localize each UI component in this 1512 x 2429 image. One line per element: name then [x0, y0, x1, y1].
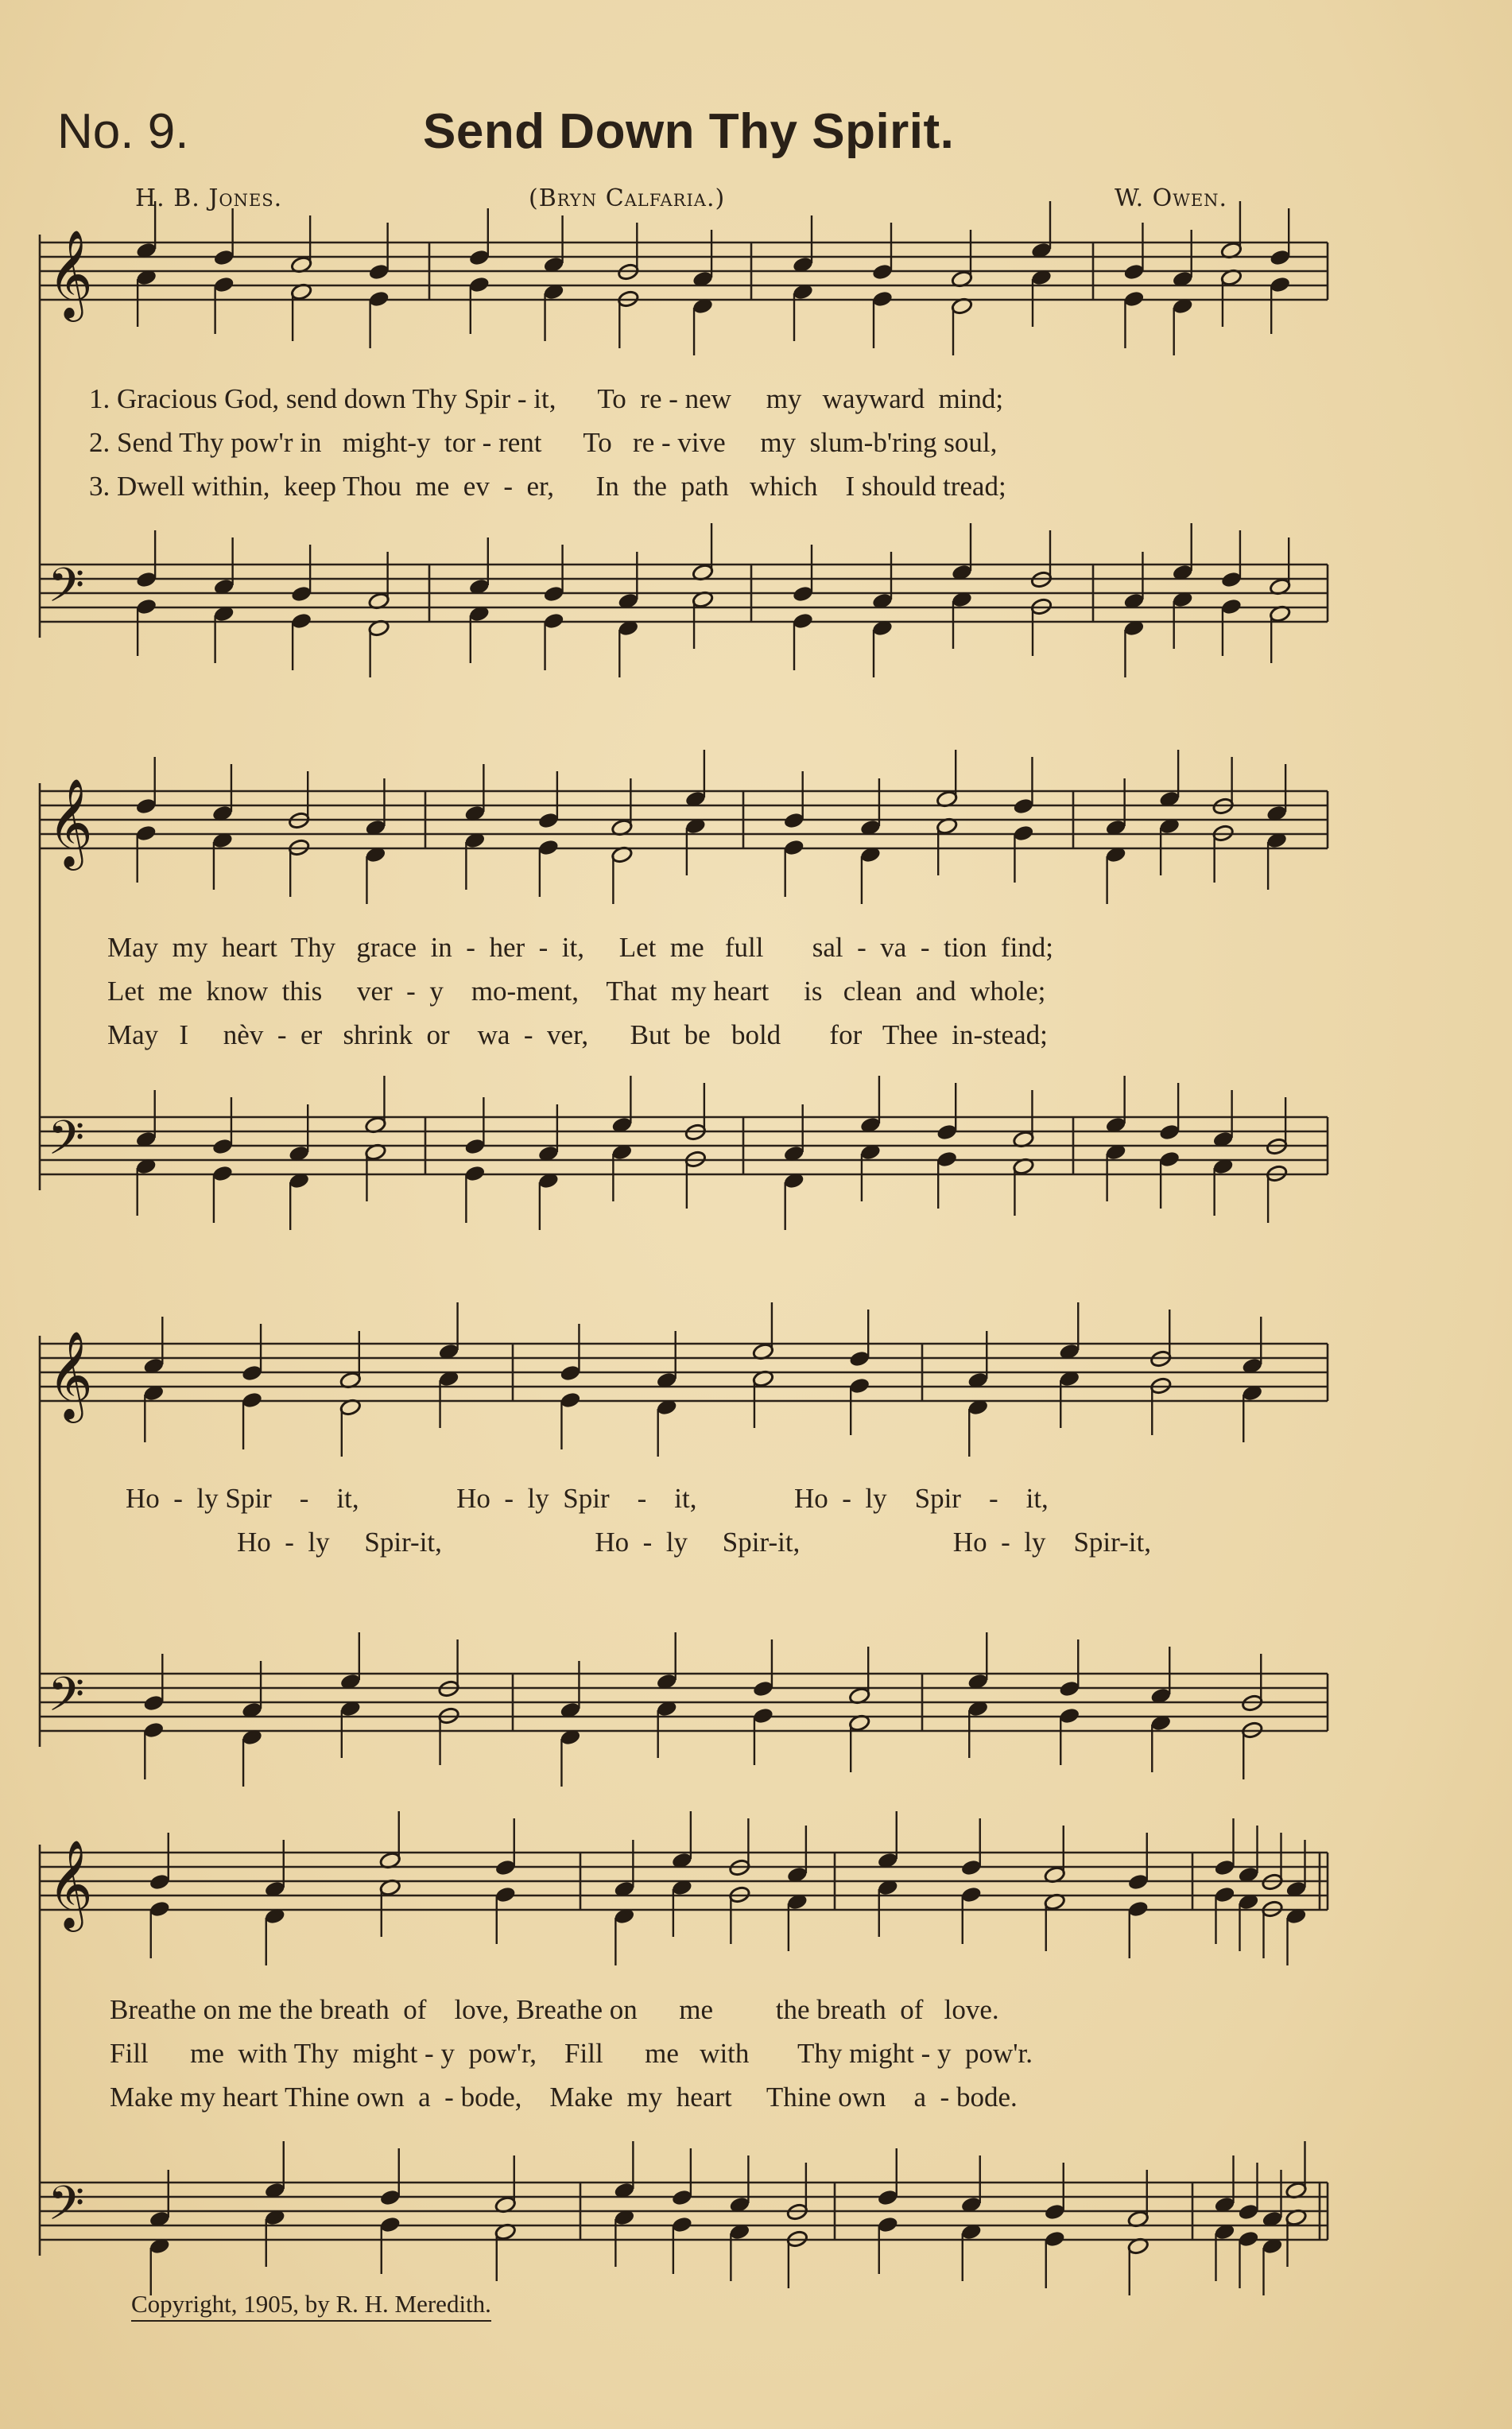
- lyric-line: 1. Gracious God, send down Thy Spir - it, To re - new my wayward mind;: [89, 383, 1004, 414]
- lyricist-credit: H. B. Jones.: [135, 184, 283, 212]
- hymn-number: No. 9.: [57, 104, 189, 159]
- hymn-title: Send Down Thy Spirit.: [423, 104, 955, 159]
- bass-clef-icon: 𝄢: [48, 2175, 85, 2242]
- lyric-line: Breathe on me the breath of love, Breathe on me the breath of love.: [110, 1994, 999, 2025]
- lyric-line: Ho - ly Spir - it, Ho - ly Spir - it, Ho - ly Spir - it,: [126, 1483, 1049, 1514]
- composer-credit: W. Owen.: [1115, 184, 1228, 212]
- treble-clef-icon: 𝄞: [48, 1330, 93, 1419]
- treble-clef-icon: 𝄞: [48, 1839, 93, 1928]
- bass-clef-icon: 𝄢: [48, 557, 85, 624]
- treble-clef-icon: 𝄞: [48, 229, 93, 318]
- lyric-line: Make my heart Thine own a - bode, Make my heart Thine own a - bode.: [110, 2082, 1018, 2113]
- lyric-line: May my heart Thy grace in - her - it, Let me full sal - va - tion find;: [107, 932, 1054, 963]
- tune-name: (Bryn Calfaria.): [529, 184, 726, 212]
- bass-clef-icon: 𝄢: [48, 1667, 85, 1733]
- lyric-line: 2. Send Thy pow'r in might-y tor - rent To re - vive my slum-b'ring soul,: [89, 427, 998, 458]
- copyright-notice: Copyright, 1905, by R. H. Meredith.: [131, 2290, 491, 2322]
- treble-clef-icon: 𝄞: [48, 778, 93, 867]
- lyric-line: Let me know this ver - y mo-ment, That my heart is clean and whole;: [107, 976, 1046, 1007]
- bass-clef-icon: 𝄢: [48, 1110, 85, 1177]
- lyric-line: 3. Dwell within, keep Thou me ev - er, In the path which I should tread;: [89, 471, 1006, 502]
- lyric-line: May I nèv - er shrink or wa - ver, But be bold for Thee in-stead;: [107, 1019, 1048, 1050]
- lyric-line: Ho - ly Spir-it, Ho - ly Spir-it, Ho - ly Spir-it,: [126, 1527, 1151, 1558]
- lyric-line: Fill me with Thy might - y pow'r, Fill me with Thy might - y pow'r.: [110, 2038, 1033, 2069]
